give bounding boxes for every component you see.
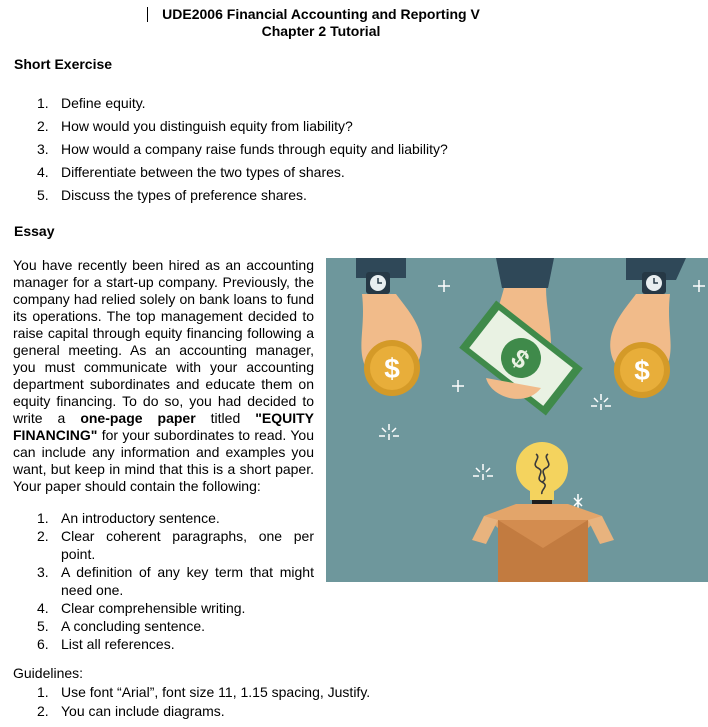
list-item: 3. A definition of any key term that might need one. xyxy=(37,564,314,598)
list-item: 3. How would a company raise funds through equity and liability? xyxy=(37,141,448,157)
short-exercise-heading: Short Exercise xyxy=(14,56,113,72)
svg-text:$: $ xyxy=(384,353,400,384)
title-line-chapter: Chapter 2 Tutorial xyxy=(261,23,381,39)
guidelines-list xyxy=(13,683,370,721)
list-item: 4. Clear comprehensible writing. xyxy=(37,600,246,616)
essay-paragraph: You have recently been hired as an accounting manager for a start-up company. Previously, the company had relied solely on bank loans to fund its operations. The top management decided to raise capital through equity financing following a general meeting. As an accounting manager, you must communicate with your accounting department subordinates and educate them on equity financing. To do so, you had decided to write a one-page paper titled "EQUITY FINANCING" for your subordinates to read. You can include any information and examples you want, but keep in mind that this is a short paper. Your paper should contain the following: xyxy=(13,257,314,494)
list-item: 2. Clear coherent paragraphs, one per point. xyxy=(37,528,314,562)
list-item: 5. A concluding sentence. xyxy=(37,618,205,634)
guidelines-label: Guidelines: xyxy=(13,665,84,681)
list-item: 5. Discuss the types of preference shares. xyxy=(37,187,307,203)
requirements-list xyxy=(13,509,314,653)
list-item: 1. An introductory sentence. xyxy=(37,510,220,526)
title-line-course: UDE2006 Financial Accounting and Reporting V xyxy=(162,6,480,22)
svg-text:$: $ xyxy=(634,355,650,386)
list-item: 6. List all references. xyxy=(37,636,175,652)
list-item: 4. Differentiate between the two types of shares. xyxy=(37,164,345,180)
bold-phrase: "EQUITY FINANCING" xyxy=(13,410,314,443)
list-item: 2. You can include diagrams. xyxy=(37,703,225,719)
equity-financing-illustration xyxy=(326,258,708,582)
essay-heading: Essay xyxy=(14,223,55,239)
short-exercise-list xyxy=(14,92,448,207)
list-item: 1. Define equity. xyxy=(37,95,146,111)
document-title xyxy=(146,6,496,40)
list-item: 2. How would you distinguish equity from liability? xyxy=(37,118,353,134)
list-item: 1. Use font “Arial”, font size 11, 1.15 spacing, Justify. xyxy=(37,684,371,700)
svg-text:$: $ xyxy=(505,342,536,376)
bold-phrase: one-page paper xyxy=(80,410,196,426)
